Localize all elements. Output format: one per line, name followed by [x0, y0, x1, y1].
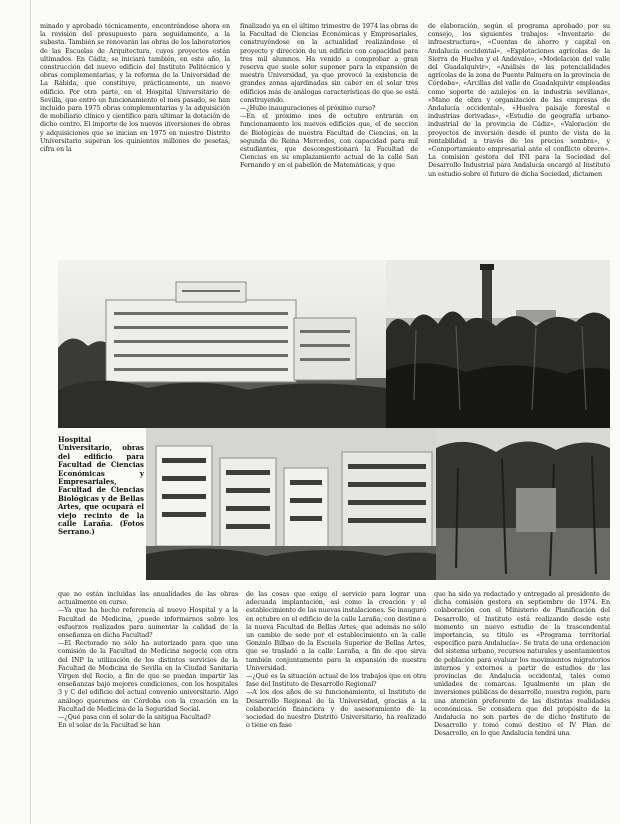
article-column-bottom-3: que ha sido ya redactado y entregado al presidente de dicha comisión gestora en septiembre de 1974. En colaboración con el Ministerio de Planificación del Desarrollo, el Instituto está realizando desde este momento un nuevo estudio de la trascendental importancia, su título es «Programa territorial específico para Andalucía». Se trata de una ordenación del sistema urbano, recursos naturales y asentamientos de población para evaluar los movimientos migratorios internos y externos a partir de estudios de las provincias de Andalucía occidental, tales como unidades de comarcas. Igualmente un plan de inversiones públicas de desarrollo, nuestra región, para una atención preferente de las distintas realidades económicas. Se considera que del propósito de la Andalucía no son partes de de dicho Instituto de Desarrollo y tomó como destino el IV Plan de Desarrollo, en lo que Andalucía tendrá una — [434, 590, 610, 738]
article-column-top-3: de elaboración, según el programa aprobado por su consejo, los siguientes trabajos: «Inventario de infraestructura», «Cuentas de ahorro y capital en Andalucía occidental», «Explotaciones agrícolas de la Sierra de Huelva y el Andévalo», «Modelación del valle del Guadalquivir», «Análisis de las potencialidades agrícolas de la zona de Puente Palmera en la provincia de Córdoba», «Arcillas del valle de Guadalquivir empleadas como soporte de azulejos en la industria sevillana», «Mano de obra y organización de las empresas de Andalucía occidental», «Huelva paisaje forestal e industrias derivadas», «Estudio de geografía urbano-industrial de la provincia de Cádiz», «Valoración de proyectos de inversión desde el punto de vista de la rentabilidad a través de los precios sombra», y «Comportamiento empresarial ante el conflicto obrero». La comisión gestora del INI para la Sociedad del Desarrollo Industrial para Andalucía encargó al Instituto un estudio sobre el futuro de dicha Sociedad, dictamen — [428, 22, 610, 178]
article-column-bottom-2: de las cosas que exige el servicio para lograr una adecuada implantación, así como la creación y el establecimiento de las nuevas instalaciones. Se inauguró en octubre en el edificio de la calle Laraña, con destino a la nueva Facultad de Bellas Artes, que además no sólo un cambio de sede por el establecimiento en la calle Gonzalo Bilbao de la Escuela Superior de Bellas Artes, que se trasladó a la calle Laraña, a fin de que sirva también conjuntamente para la expansión de nuestra Universidad. —¿Qué es la situación actual de los trabajos que en otra fase del Instituto de Desarrollo Regional? —A los dos años de su funcionamiento, el Instituto de Desarrollo Regional de la Universidad, gracias a la colaboración financiera y de asesoramiento de la sociedad de nuestro Distrito Universitario, ha realizado o tiene en fase — [246, 590, 426, 730]
photo-calle-larana — [436, 428, 610, 580]
photo-chimney-trees — [386, 260, 610, 428]
article-column-bottom-1: que no están incluidas las anualidades de las obras actualmente en curso. —Ya que ha hecho referencia al nuevo Hospital y a la Facultad de Medicina, ¿puede informarnos sobre los esfuerzos realizados para aumentar la calidad de la enseñanza en dicha Facultad? —El Rectorado no sólo ha autorizado para que una comisión de la Facultad de Medicina negocie con otra del INP la utilización de los distintos servicios de la Facultad de Medicina de Sevilla en la Ciudad Sanitaria Virgen del Rocío, a fin de que se puedan impartir las enseñanzas bajo mejores condiciones, con los hospitales 3 y C del edificio del actual convenio universitario. Algo análogo queremos en Córdoba con la creación en la Facultad de Medicina de la Seguridad Social. —¿Qué pasa con el solar de la antigua Facultad? En el solar de la Facultad se han — [58, 590, 238, 730]
page-edge — [30, 0, 31, 824]
photo-hospital-universitario — [58, 260, 386, 428]
photo-facultad-ciencias — [146, 428, 436, 580]
article-column-top-2: finalizado ya en el último trimestre de 1974 las obras de la Facultad de Ciencias Económicas y Empresariales, construyéndose en la actualidad realizándose el proyecto y dirección de un edificio con capacidad para tres mil alumnos. Ha venido a comprobar a gran reserva que suele soler suponer para la expansión de nuestra Universidad, ya que provocó la existencia de grandes zonas ajardinadas sin caber en el solar tres edificios más de análogas características de que se está construyendo. —¿Hubo inauguraciones el próximo curso? —En el próximo mes de octubre entrarán en funcionamiento los nuevos edificios que, el de sección de Biológicas de nuestra Facultad de Ciencias, en la segunda de Reina Mercedes, con capacidad para mil estudiantes, que descongestionará la Facultad de Ciencias en su emplazamiento actual de la calle San Fernando y en el pabellón de Matemáticas, y que — [240, 22, 418, 170]
article-column-top-1: minado y aprobado técnicamente, encontrándose ahora en la revisión del presupuesto para seguidamente, a la subasta. También se renovarán las obras de los laboratorios de las Escuelas de Arquitectura, cuyos proyectos están ultimados. En Cádiz, se iniciará también, en este año, la construcción del nuevo edificio del Instituto Politécnico y obras complementarias, y la reforma de la Universidad de La Rábida, que constituye, prácticamente, un nuevo edificio. Por otra parte, en el Hospital Universitario de Sevilla, que entró en funcionamiento el mes pasado, se han incluido para 1975 obras complementarias y la adquisición de mobiliario clínico y científico para ultimar la dotación de dicho centro. El importe de los nuevos inversiones de obras y adquisiciones que se inician en 1975 en nuestro Distrito Universitario superan los quinientos millones de pesetas, cifra en la — [40, 22, 230, 154]
photo-caption: Hospital Universitario, obras del edificio para Facultad de Ciencias Económicas y Empresariales, Facultad de Ciencias Biológicas y de Bellas Artes, que ocupará el viejo recinto de la calle Laraña. (Fotos Serrano.) — [58, 435, 144, 537]
